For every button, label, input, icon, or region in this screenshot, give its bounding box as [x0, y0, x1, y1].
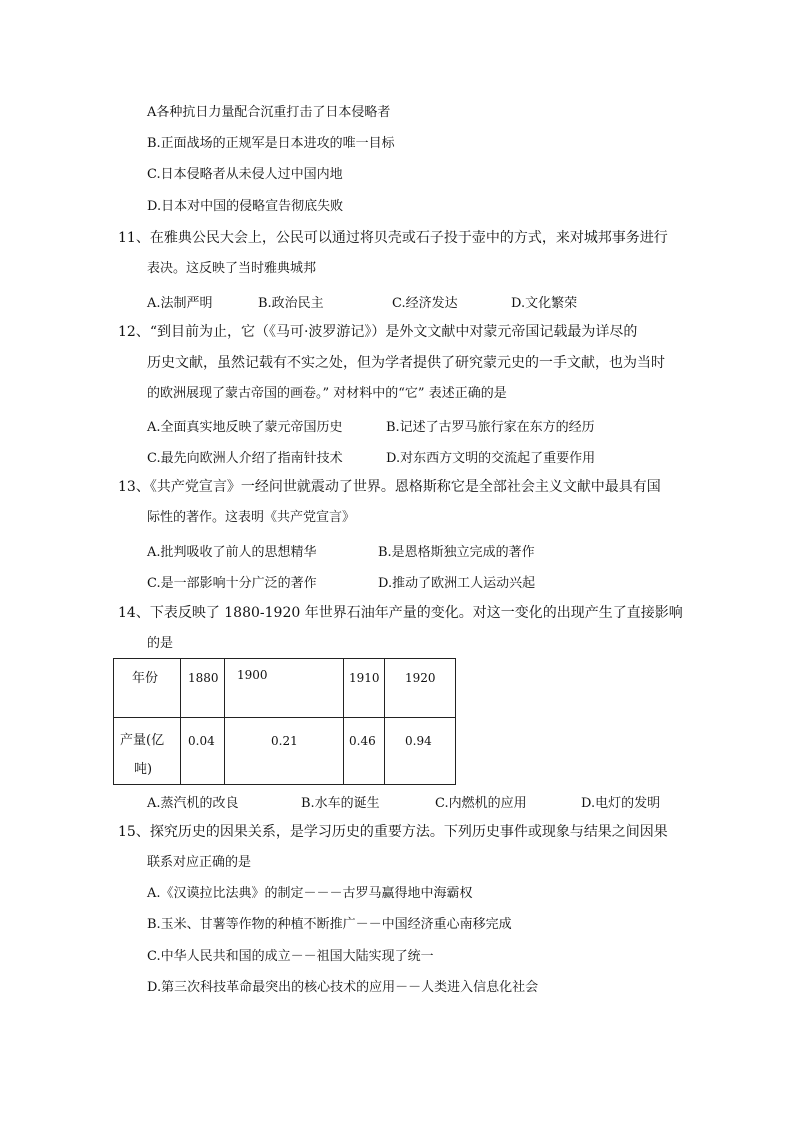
q14-option-b: B.水车的诞生 — [301, 796, 380, 811]
table-header-row — [114, 659, 456, 718]
q12-option-b: B.记述了古罗马旅行家在东方的经历 — [386, 420, 595, 435]
q14-stem-line2: 的是 — [147, 636, 174, 651]
q10-option-b: B.正面战场的正规军是日本进攻的唯一目标 — [147, 136, 395, 151]
q11-option-d: D.文化繁荣 — [511, 296, 578, 311]
table-value-row — [114, 718, 456, 785]
q12-stem-line2: 历史文献，虽然记载有不实之处，但为学者提供了研究蒙元史的一手文献，也为当时 — [147, 355, 665, 371]
q13-option-d: D.推动了欧洲工人运动兴起 — [378, 576, 536, 591]
q15-option-d: D.第三次科技革命最突出的核心技术的应用－－人类进入信息化社会 — [147, 980, 539, 995]
q14-option-d: D.电灯的发明 — [581, 796, 661, 811]
q14-stem-line1: 14、下表反映了 1880-1920 年世界石油年产量的变化。对这一变化的出现产生了直接影响 — [118, 605, 683, 621]
q12-stem-line1: 12、“到目前为止，它（《马可·波罗游记》）是外文文献中对蒙元帝国记载最为详尽的 — [118, 324, 638, 340]
table-year-1880: 1880 — [188, 671, 219, 685]
q12-option-a: A.全面真实地反映了蒙元帝国历史 — [147, 420, 343, 435]
q11-option-b: B.政治民主 — [258, 296, 324, 311]
q15-option-a: A.《汉谟拉比法典》的制定－－－古罗马赢得地中海霸权 — [147, 886, 473, 901]
q12-stem-line3: 的欧洲展现了蒙古帝国的画卷。” 对材料中的“它” 表述正确的是 — [147, 386, 507, 401]
q11-stem-line1: 11、在雅典公民大会上，公民可以通过将贝壳或石子投于壶中的方式，来对城邦事务进行 — [118, 230, 668, 246]
q13-option-c: C.是一部影响十分广泛的著作 — [147, 576, 317, 591]
q14-option-c: C.内燃机的应用 — [435, 796, 527, 811]
q13-stem-line1: 13、《共产党宣言》一经问世就震动了世界。恩格斯称它是全部社会主义文献中最具有国 — [118, 479, 661, 495]
table-year-1910: 1910 — [349, 671, 380, 685]
q15-stem-line2: 联系对应正确的是 — [147, 855, 252, 870]
q15-option-b: B.玉米、甘薯等作物的种植不断推广－－中国经济重心南移完成 — [147, 917, 512, 932]
q10-option-a: A各种抗日力量配合沉重打击了日本侵略者 — [147, 105, 391, 120]
table-year-1920: 1920 — [405, 671, 436, 685]
q10-option-d: D.日本对中国的侵略宣告彻底失败 — [147, 199, 344, 214]
table-year-label: 年份 — [132, 671, 159, 686]
table-year-1900: 1900 — [237, 668, 268, 682]
table-output-label-line1: 产量(亿 — [120, 733, 165, 748]
q14-option-a: A.蒸汽机的改良 — [147, 796, 239, 811]
q12-option-d: D.对东西方文明的交流起了重要作用 — [386, 451, 596, 466]
q15-stem-line1: 15、探究历史的因果关系，是学习历史的重要方法。下列历史事件或现象与结果之间因果 — [118, 824, 668, 840]
table-output-label-line2: 吨) — [134, 762, 153, 777]
q15-option-c: C.中华人民共和国的成立－－祖国大陆实现了统一 — [147, 949, 434, 964]
table-value-1880: 0.04 — [188, 734, 215, 748]
table-value-1910: 0.46 — [349, 734, 376, 748]
q11-option-c: C.经济发达 — [392, 296, 458, 311]
q13-option-a: A.批判吸收了前人的思想精华 — [147, 545, 317, 560]
q11-stem-line2: 表决。这反映了当时雅典城邦 — [147, 261, 317, 276]
oil-production-table — [113, 658, 456, 785]
table-value-1920: 0.94 — [405, 734, 432, 748]
q10-option-c: C.日本侵略者从未侵人过中国内地 — [147, 167, 343, 182]
q13-stem-line2: 际性的著作。这表明《共产党宣言》 — [147, 510, 356, 525]
q11-option-a: A.法制严明 — [147, 296, 213, 311]
q13-option-b: B.是恩格斯独立完成的著作 — [378, 545, 535, 560]
q12-option-c: C.最先向欧洲人介绍了指南针技术 — [147, 451, 343, 466]
table-value-1900: 0.21 — [271, 734, 298, 748]
